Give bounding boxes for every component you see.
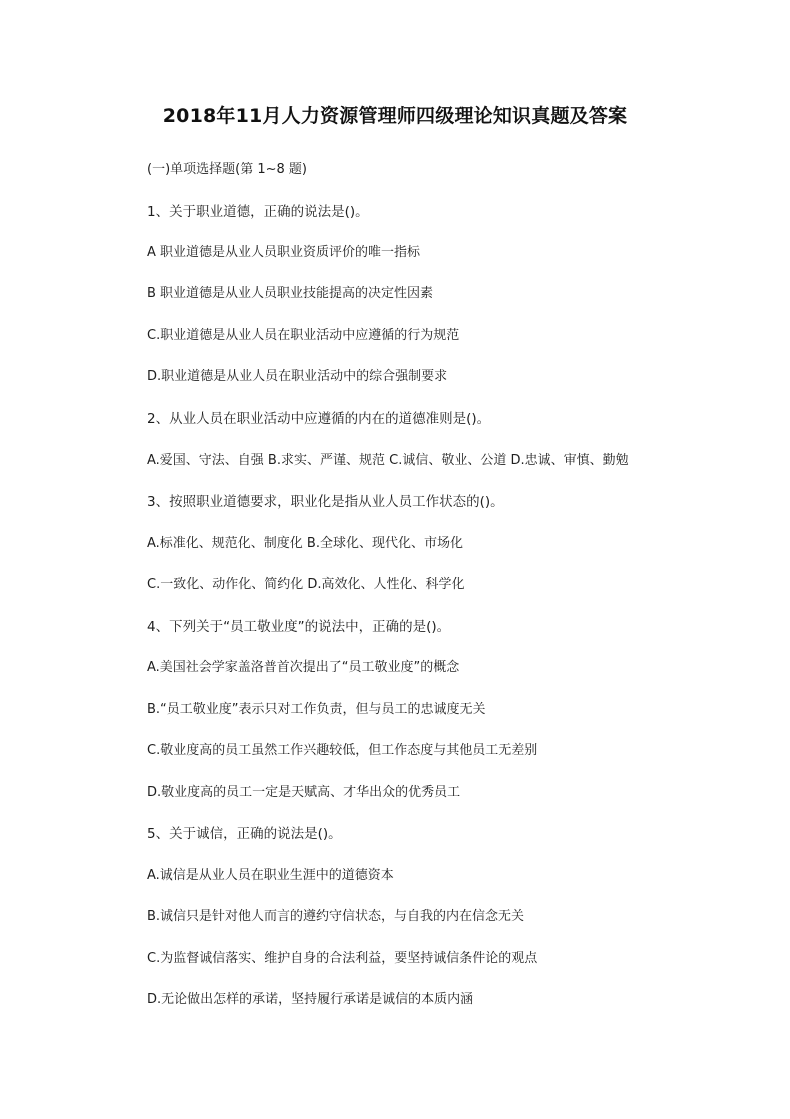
- question-2: 2、从业人员在职业活动中应遵循的内在的道德准则是()。: [147, 411, 491, 427]
- question-1: 1、关于职业道德，正确的说法是()。: [147, 204, 369, 220]
- question-5: 5、关于诚信，正确的说法是()。: [147, 826, 342, 842]
- question-1-option-a: A 职业道德是从业人员职业资质评价的唯一指标: [147, 245, 421, 260]
- question-5-option-a: A.诚信是从业人员在职业生涯中的道德资本: [147, 868, 394, 883]
- question-2-options: A.爱国、守法、自强 B.求实、严谨、规范 C.诚信、敬业、公道 D.忠诚、审慎、勤勉: [147, 453, 629, 468]
- question-1-option-c: C.职业道德是从业人员在职业活动中应遵循的行为规范: [147, 328, 460, 343]
- question-3-options-cd: C.一致化、动作化、简约化 D.高效化、人性化、科学化: [147, 577, 465, 592]
- document-title: 2018年11月人力资源管理师四级理论知识真题及答案: [162, 105, 628, 127]
- question-4-option-c: C.敬业度高的员工虽然工作兴趣较低，但工作态度与其他员工无差别: [147, 743, 538, 758]
- question-4-option-d: D.敬业度高的员工一定是天赋高、才华出众的优秀员工: [147, 785, 461, 800]
- question-4-option-b: B.“员工敬业度”表示只对工作负责，但与员工的忠诚度无关: [147, 702, 486, 717]
- question-1-option-d: D.职业道德是从业人员在职业活动中的综合强制要求: [147, 369, 448, 384]
- question-4: 4、下列关于“员工敬业度”的说法中，正确的是()。: [147, 619, 451, 635]
- question-4-option-a: A.美国社会学家盖洛普首次提出了“员工敬业度”的概念: [147, 660, 460, 675]
- question-5-option-d: D.无论做出怎样的承诺，坚持履行承诺是诚信的本质内涵: [147, 992, 474, 1007]
- question-3: 3、按照职业道德要求，职业化是指从业人员工作状态的()。: [147, 494, 504, 510]
- question-1-option-b: B 职业道德是从业人员职业技能提高的决定性因素: [147, 286, 434, 301]
- section-heading: (一)单项选择题(第 1~8 题): [147, 162, 307, 177]
- question-5-option-b: B.诚信只是针对他人而言的遵约守信状态，与自我的内在信念无关: [147, 909, 525, 924]
- question-3-options-ab: A.标准化、规范化、制度化 B.全球化、现代化、市场化: [147, 536, 463, 551]
- question-5-option-c: C.为监督诚信落实、维护自身的合法利益，要坚持诚信条件论的观点: [147, 951, 538, 966]
